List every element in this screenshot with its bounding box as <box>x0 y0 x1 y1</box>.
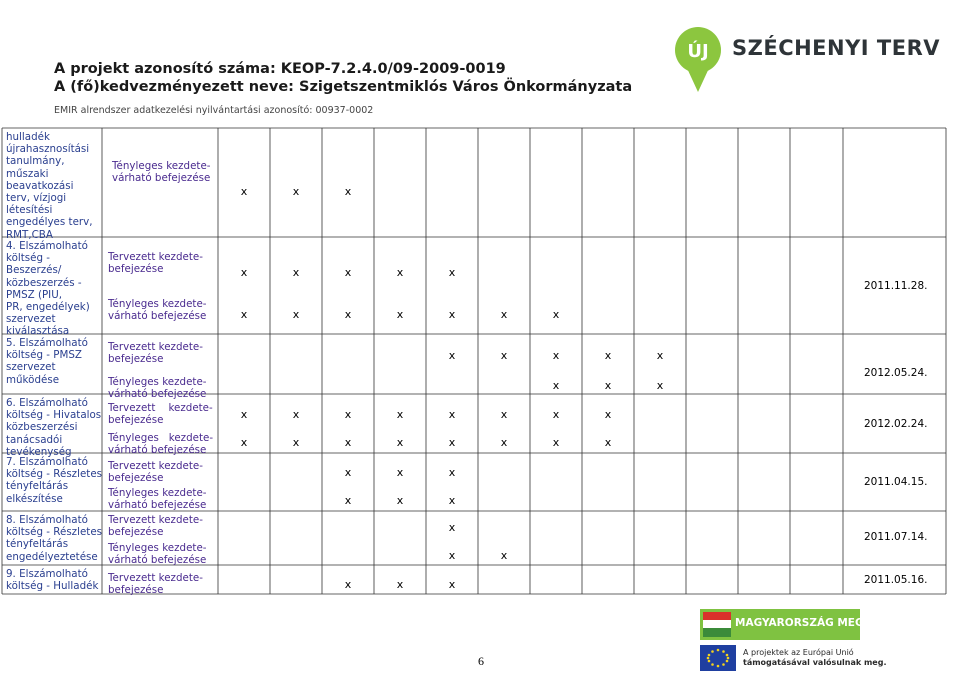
schedule-mark: x <box>344 578 352 591</box>
schedule-mark: x <box>448 494 456 507</box>
schedule-mark: x <box>656 349 664 362</box>
schedule-mark: x <box>396 308 404 321</box>
emir-id-line: EMIR alrendszer adatkezelési nyilvántartási azonosító: 00937-0002 <box>54 105 374 116</box>
schedule-mark: x <box>396 436 404 449</box>
end-date: 2011.04.15. <box>864 476 928 488</box>
schedule-mark: x <box>344 308 352 321</box>
schedule-mark: x <box>240 308 248 321</box>
schedule-mark: x <box>292 185 300 198</box>
schedule-mark: x <box>292 436 300 449</box>
schedule-mark: x <box>552 349 560 362</box>
phase-label: Tervezett kezdete- befejezése <box>108 460 203 485</box>
schedule-mark: x <box>240 436 248 449</box>
szechenyi-terv-text: SZÉCHENYI TERV <box>732 36 941 60</box>
schedule-mark: x <box>240 185 248 198</box>
schedule-mark: x <box>604 349 612 362</box>
phase-label: Tényleges kezdete- várható befejezése <box>108 298 207 323</box>
end-date: 2012.02.24. <box>864 418 928 430</box>
phase-label: Tervezett kezdete- befejezése <box>108 341 203 366</box>
project-id-title: A projekt azonosító száma: KEOP-7.2.4.0/09-2009-0019 <box>54 61 506 77</box>
schedule-mark: x <box>448 266 456 279</box>
schedule-mark: x <box>344 185 352 198</box>
schedule-mark: x <box>448 578 456 591</box>
schedule-mark: x <box>396 266 404 279</box>
schedule-mark: x <box>500 436 508 449</box>
phase-label: Tényleges kezdete- várható befejezése <box>108 542 207 567</box>
schedule-mark: x <box>396 578 404 591</box>
end-date: 2011.05.16. <box>864 574 928 586</box>
page-number: 6 <box>478 654 484 668</box>
phase-label: Tényleges kezdete- várható befejezése <box>108 487 207 512</box>
schedule-mark: x <box>344 266 352 279</box>
row-label: 4. Elszámolható költség - Beszerzés/ közbeszerzés - PMSZ (PIU, PR, engedélyek) szervezet kiválasztása <box>6 240 90 338</box>
schedule-mark: x <box>292 308 300 321</box>
schedule-mark: x <box>448 521 456 534</box>
schedule-mark: x <box>240 408 248 421</box>
schedule-mark: x <box>604 436 612 449</box>
schedule-mark: x <box>448 308 456 321</box>
schedule-mark: x <box>448 466 456 479</box>
phase-label: Tényleges kezdete- várható befejezése <box>108 432 214 457</box>
schedule-mark: x <box>448 436 456 449</box>
row-label: 5. Elszámolható költség - PMSZ szervezet működése <box>6 337 88 386</box>
schedule-mark: x <box>292 266 300 279</box>
schedule-mark: x <box>344 466 352 479</box>
schedule-mark: x <box>552 408 560 421</box>
phase-label: Tervezett kezdete- befejezése <box>108 251 203 276</box>
schedule-mark: x <box>604 379 612 392</box>
row-label: 8. Elszámolható költség - Részletes tényfeltárás engedélyeztetése <box>6 514 103 563</box>
schedule-mark: x <box>500 308 508 321</box>
row-label: 9. Elszámolható költség - Hulladék <box>6 568 99 593</box>
end-date: 2012.05.24. <box>864 367 928 379</box>
schedule-mark: x <box>500 549 508 562</box>
beneficiary-title: A (fő)kedvezményezett neve: Szigetszentmiklós Város Önkormányzata <box>54 79 633 95</box>
schedule-mark: x <box>500 408 508 421</box>
row-label: 6. Elszámolható költség - Hivatalos közbeszerzési tanácsadói tevékenység <box>6 397 102 458</box>
schedule-mark: x <box>552 308 560 321</box>
schedule-mark: x <box>240 266 248 279</box>
schedule-mark: x <box>552 436 560 449</box>
logo-badge: ÚJ <box>687 41 709 62</box>
schedule-mark: x <box>500 349 508 362</box>
magyarorszag-megujul-text: MAGYARORSZÁG MEGÚJUL <box>735 617 892 629</box>
schedule-mark: x <box>656 379 664 392</box>
schedule-mark: x <box>448 349 456 362</box>
schedule-mark: x <box>396 408 404 421</box>
phase-label: Tervezett kezdete- befejezése <box>108 572 203 597</box>
phase-label: Tényleges kezdete- várható befejezése <box>108 376 207 401</box>
schedule-mark: x <box>344 436 352 449</box>
schedule-mark: x <box>396 466 404 479</box>
schedule-mark: x <box>604 408 612 421</box>
schedule-mark: x <box>552 379 560 392</box>
phase-label: Tényleges kezdete- várható befejezése <box>112 160 211 185</box>
schedule-mark: x <box>344 494 352 507</box>
phase-label: Tervezett kezdete- befejezése <box>108 514 203 539</box>
schedule-mark: x <box>344 408 352 421</box>
row-label: 7. Elszámolható költség - Részletes tényfeltárás elkészítése <box>6 456 103 505</box>
schedule-mark: x <box>292 408 300 421</box>
schedule-mark: x <box>448 408 456 421</box>
end-date: 2011.11.28. <box>864 280 928 292</box>
phase-label: Tervezett kezdete- befejezése <box>108 402 213 427</box>
eu-support-line2: támogatásával valósulnak meg. <box>743 658 887 667</box>
row-label: hulladék újrahasznosítási tanulmány, műszaki beavatkozási terv, vízjogi létesítési engedélyes terv, RMT,CBA <box>6 131 93 241</box>
schedule-mark: x <box>448 549 456 562</box>
schedule-mark: x <box>396 494 404 507</box>
end-date: 2011.07.14. <box>864 531 928 543</box>
eu-support-line1: A projektek az Európai Unió <box>743 648 854 657</box>
